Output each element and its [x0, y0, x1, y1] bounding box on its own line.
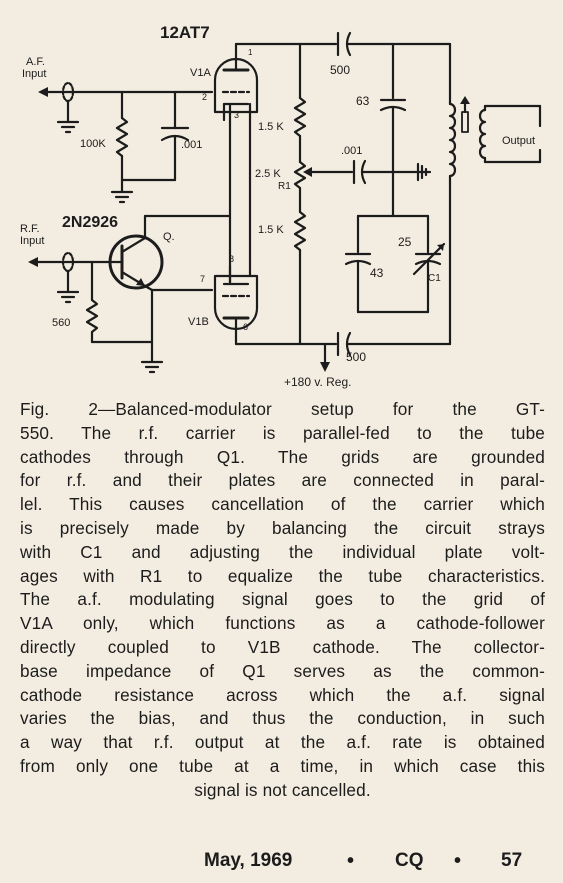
ground-symbol [112, 192, 132, 202]
capacitor-001-right-label: .001 [341, 145, 363, 157]
caption-line: base impedance of Q1 serves as the common- [20, 660, 545, 681]
pin-1-label: 1 [248, 48, 253, 57]
supply-arrow [320, 362, 330, 372]
ground-symbol [142, 354, 162, 372]
caption-line: signal is not cancelled. [194, 779, 371, 800]
capacitor-63-label: 63 [356, 94, 370, 108]
pin-7-label: 7 [200, 274, 206, 284]
resistor-560 [87, 300, 97, 332]
af-input-label [22, 56, 48, 80]
r1-value-label: 2.5 K [255, 168, 281, 180]
resistor-560-label: 560 [52, 317, 71, 329]
af-input-line-1: A.F. [26, 56, 45, 68]
r1-wiper-arrow [303, 167, 312, 177]
tube-v1b-label: V1B [188, 316, 209, 328]
caption-line: V1A only, which functions as a cathode-follower [20, 613, 545, 634]
pin-3-label: 3 [234, 110, 240, 120]
rf-input-line-2: Input [20, 235, 45, 247]
footer-magazine: CQ [395, 850, 424, 871]
transistor-type-label: 2N2926 [62, 214, 119, 231]
caption-line: 550. The r.f. carrier is parallel-fed to the tube [20, 422, 545, 443]
footer-page-number: 57 [501, 850, 523, 871]
caption-line: with C1 and adjusting the individual plate volt- [20, 541, 545, 562]
caption-line: varies the bias, and thus the conduction, in such [20, 708, 545, 729]
ground-symbol [58, 292, 78, 302]
capacitor-43-label: 43 [370, 266, 384, 280]
tube-v1a-label: V1A [190, 67, 211, 79]
footer-bullet-2: • [454, 850, 462, 872]
potentiometer-r1 [295, 162, 305, 188]
caption-line: The a.f. modulating signal goes to the grid of [20, 589, 545, 610]
resistor-1-5k-top [295, 98, 305, 136]
resistor-1-5k-bottom [295, 212, 305, 250]
footer-bullet-1: • [347, 850, 355, 872]
resistor-1-5k-top-label: 1.5 K [258, 121, 284, 133]
r1-name-label: R1 [278, 181, 291, 192]
caption-line: is precisely made by balancing the circuit strays [20, 517, 545, 538]
capacitor-001-left-label: .001 [181, 139, 203, 151]
schematic-diagram [0, 0, 563, 395]
supply-label: +180 v. Reg. [284, 375, 352, 389]
resistor-100k-label: 100K [80, 138, 106, 150]
caption-line: a way that r.f. output at the a.f. rate is obtained [20, 732, 545, 753]
pin-6-label: 6 [243, 322, 249, 332]
caption-line: lel. This causes cancellation of the carrier which [20, 494, 545, 515]
rf-input-label [20, 223, 44, 247]
caption-line: directly coupled to V1B cathode. The collector- [20, 636, 545, 657]
figure-caption [20, 398, 545, 803]
rf-input-line-1: R.F. [20, 223, 40, 235]
pin-8-label: 8 [229, 254, 235, 264]
caption-line: cathodes through Q1. The grids are grounded [20, 446, 545, 467]
transistor-q1-label: Q. [163, 231, 175, 243]
pin-2-label: 2 [202, 92, 208, 102]
output-coil-secondary [480, 110, 485, 158]
output-label: Output [502, 135, 536, 147]
capacitor-c1-name-label: C1 [428, 273, 441, 284]
caption-line: from only one tube at a time, in which case this [20, 755, 545, 776]
caption-line: ages with R1 to equalize the tube characteristics. [20, 565, 545, 586]
caption-line: Fig. 2—Balanced-modulator setup for the GT- [20, 399, 545, 419]
output-coil-primary [450, 104, 455, 176]
transistor-q1 [110, 236, 162, 288]
footer-date: May, 1969 [204, 850, 293, 871]
ground-symbol [58, 122, 78, 132]
page-footer [0, 850, 563, 876]
resistor-100k [117, 118, 127, 156]
af-input-line-2: Input [22, 68, 47, 80]
capacitor-500-bottom-label: 500 [346, 350, 367, 364]
tube-type-label: 12AT7 [160, 23, 210, 42]
capacitor-c1-value-label: 25 [398, 235, 412, 249]
capacitor-500-top-label: 500 [330, 63, 351, 77]
resistor-1-5k-bottom-label: 1.5 K [258, 224, 284, 236]
caption-line: for r.f. and their plates are connected in paral- [20, 470, 545, 491]
caption-line: cathode resistance across which the a.f. signal [20, 684, 545, 705]
